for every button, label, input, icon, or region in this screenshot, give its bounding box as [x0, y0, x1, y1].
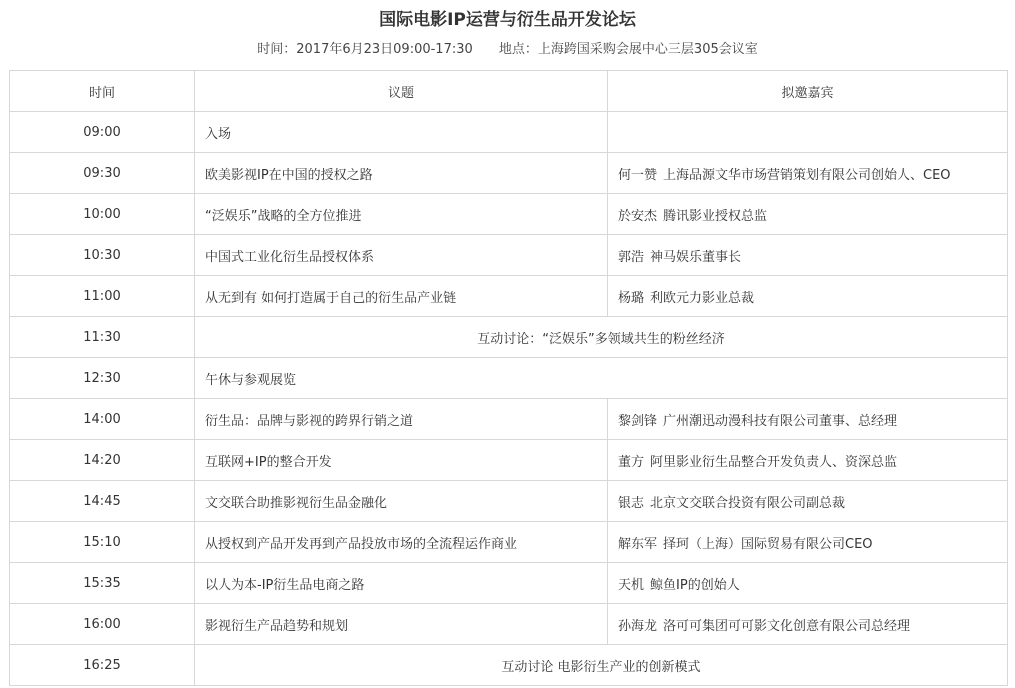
row-topic: 以人为本-IP衍生品电商之路: [195, 563, 608, 604]
row-time: 11:30: [10, 317, 195, 358]
row-guest: [608, 276, 1008, 317]
table-row: [10, 645, 1008, 686]
guest-name: 郭浩: [618, 249, 645, 265]
guest-title: 上海品源文华市场营销策划有限公司创始人、CEO: [663, 167, 951, 183]
guest-title: 腾讯影业授权总监: [663, 208, 768, 224]
row-time: 11:00: [10, 276, 195, 317]
row-guest: [608, 604, 1008, 645]
event-time: 时间：2017年6月23日09:00-17:30: [257, 42, 473, 57]
guest-name: 孙海龙: [618, 618, 658, 634]
guest-name: 银志: [618, 495, 645, 511]
row-topic: “泛娱乐”战略的全方位推进: [195, 194, 608, 235]
guest-name: 黎剑锋: [618, 413, 658, 429]
row-topic: 文交联合助推影视衍生品金融化: [195, 481, 608, 522]
table-row: [10, 235, 1008, 276]
table-row: [10, 112, 1008, 153]
guest-title: 神马娱乐董事长: [650, 249, 742, 265]
row-time: 14:45: [10, 481, 195, 522]
guest-title: 利欧元力影业总裁: [650, 290, 755, 306]
guest-name: 董方: [618, 454, 645, 470]
row-time: 16:00: [10, 604, 195, 645]
guest-title: 广州潮迅动漫科技有限公司董事、总经理: [663, 413, 898, 429]
table-row: [10, 317, 1008, 358]
event-location: 地点：上海跨国采购会展中心三层305会议室: [498, 42, 758, 57]
guest-title: 择珂（上海）国际贸易有限公司CEO: [663, 536, 873, 552]
row-guest: [608, 194, 1008, 235]
row-time: 14:00: [10, 399, 195, 440]
row-time: 10:30: [10, 235, 195, 276]
column-header-guest: 拟邀嘉宾: [608, 71, 1008, 112]
row-guest: [608, 235, 1008, 276]
guest-title: 阿里影业衍生品整合开发负责人、资深总监: [650, 454, 898, 470]
row-time: 09:30: [10, 153, 195, 194]
row-topic: 影视衍生产品趋势和规划: [195, 604, 608, 645]
table-row: [10, 440, 1008, 481]
page-title: 国际电影IP运营与衍生品开发论坛: [379, 10, 636, 30]
row-topic: 衍生品：品牌与影视的跨界行销之道: [195, 399, 608, 440]
row-time: 09:00: [10, 112, 195, 153]
table-row: [10, 563, 1008, 604]
column-header-topic: 议题: [195, 71, 608, 112]
row-topic: 午休与参观展览: [195, 358, 1008, 399]
row-time: 15:10: [10, 522, 195, 563]
guest-title: 北京文交联合投资有限公司副总裁: [650, 495, 846, 511]
row-topic: 入场: [195, 112, 608, 153]
table-row: [10, 604, 1008, 645]
row-guest: [608, 112, 1008, 153]
row-guest: [608, 153, 1008, 194]
table-row: [10, 522, 1008, 563]
row-guest: [608, 440, 1008, 481]
guest-title: 鲸鱼IP的创始人: [650, 577, 740, 593]
table-row: [10, 358, 1008, 399]
row-time: 12:30: [10, 358, 195, 399]
event-info: [0, 40, 1015, 60]
panel-discussion-title: 互动讨论 电影衍生产业的创新模式: [195, 645, 1008, 686]
table-row: [10, 153, 1008, 194]
row-time: 15:35: [10, 563, 195, 604]
row-topic: 从无到有 如何打造属于自己的衍生品产业链: [195, 276, 608, 317]
row-guest: [608, 522, 1008, 563]
guest-name: 解东军: [618, 536, 658, 552]
schedule-table: [9, 70, 1008, 686]
row-guest: [608, 481, 1008, 522]
column-header-time: 时间: [10, 71, 195, 112]
guest-title: 洛可可集团可可影文化创意有限公司总经理: [663, 618, 911, 634]
row-topic: 欧美影视IP在中国的授权之路: [195, 153, 608, 194]
table-row: [10, 276, 1008, 317]
table-header-row: [10, 71, 1008, 112]
row-time: 16:25: [10, 645, 195, 686]
table-row: [10, 481, 1008, 522]
row-time: 14:20: [10, 440, 195, 481]
row-topic: 从授权到产品开发再到产品投放市场的全流程运作商业: [195, 522, 608, 563]
guest-name: 於安杰: [618, 208, 658, 224]
row-guest: [608, 563, 1008, 604]
row-topic: 中国式工业化衍生品授权体系: [195, 235, 608, 276]
panel-discussion-title: 互动讨论：“泛娱乐”多领域共生的粉丝经济: [195, 317, 1008, 358]
table-row: [10, 194, 1008, 235]
guest-name: 何一赞: [618, 167, 658, 183]
guest-name: 天机: [618, 577, 645, 593]
schedule-body: [10, 112, 1008, 686]
row-guest: [608, 399, 1008, 440]
row-time: 10:00: [10, 194, 195, 235]
table-row: [10, 399, 1008, 440]
guest-name: 杨璐: [618, 290, 645, 306]
row-topic: 互联网+IP的整合开发: [195, 440, 608, 481]
